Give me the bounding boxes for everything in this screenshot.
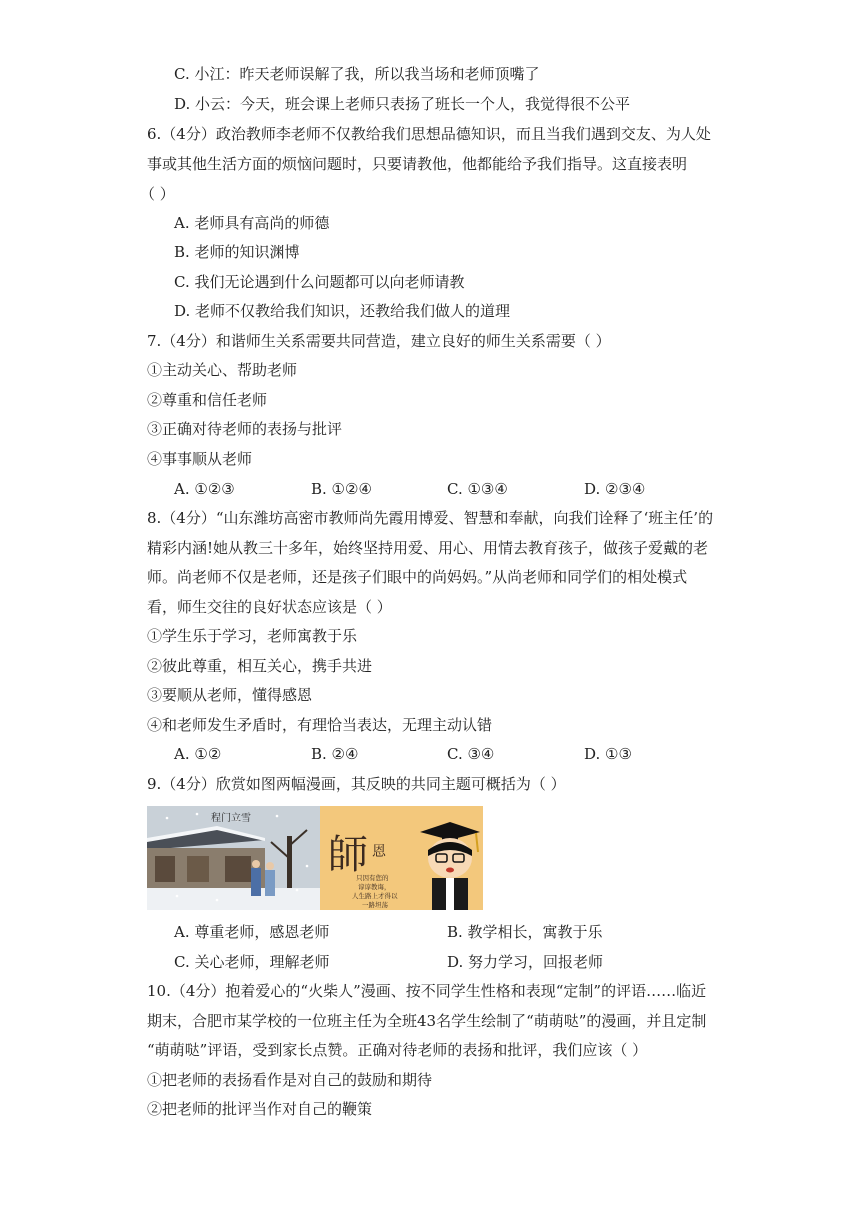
q8-stem-3: 师。尚老师不仅是老师，还是孩子们眼中的尚妈妈。”从尚老师和同学们的相处模式 (147, 568, 688, 586)
comic-right-text-3: 人生路上才得以 (352, 892, 398, 900)
q10-stem-3: “萌萌哒”评语，受到家长点赞。正确对待老师的表扬和批评，我们应该（ ） (147, 1041, 648, 1059)
comic-right-small-char: 恩 (372, 844, 386, 860)
q5-option-c: C. 小江：昨天老师误解了我，所以我当场和老师顶嘴了 (174, 65, 540, 83)
q9-stem: 9.（4分）欣赏如图两幅漫画，其反映的共同主题可概括为（ ） (147, 775, 566, 793)
q10-item-2: ②把老师的批评当作对自己的鞭策 (147, 1100, 373, 1118)
q7-item-3: ③正确对待老师的表扬与批评 (147, 420, 343, 438)
q7-option-d: D. ②③④ (584, 480, 646, 498)
q6-option-c: C. 我们无论遇到什么问题都可以向老师请教 (174, 273, 465, 291)
q7-item-1: ①主动关心、帮助老师 (147, 361, 298, 379)
q6-stem-2: 事或其他生活方面的烦恼问题时，只要请教他，他都能给予我们指导。这直接表明 (147, 155, 688, 173)
q7-option-b: B. ①②④ (311, 480, 372, 498)
q6-option-a: A. 老师具有高尚的师德 (174, 214, 330, 232)
q6-stem-1: 6.（4分）政治教师李老师不仅教给我们思想品德知识，而且当我们遇到交友、为人处 (147, 125, 711, 143)
q8-stem-1: 8.（4分）“山东潍坊高密市教师尚先霞用博爱、智慧和奉献，向我们诠释了‘班主任’的 (147, 509, 714, 527)
q10-stem-1: 10.（4分）抱着爱心的“火柴人”漫画、按不同学生性格和表现“定制”的评语……临近 (147, 982, 707, 1000)
q9-option-d: D. 努力学习，回报老师 (447, 953, 604, 971)
q7-option-c: C. ①③④ (447, 480, 508, 498)
comic-right-text-2: 谆谆教诲， (358, 883, 391, 891)
q8-item-2: ②彼此尊重，相互关心，携手共进 (147, 657, 373, 675)
q6-option-d: D. 老师不仅教给我们知识，还教给我们做人的道理 (174, 302, 511, 320)
q7-option-a: A. ①②③ (174, 480, 235, 498)
q8-item-3: ③要顺从老师，懂得感恩 (147, 686, 313, 704)
q10-item-1: ①把老师的表扬看作是对自己的鼓励和期待 (147, 1071, 433, 1089)
q9-option-b: B. 教学相长，寓教于乐 (447, 923, 603, 941)
q8-stem-4: 看，师生交往的良好状态应该是（ ） (147, 598, 392, 616)
comic-snow-scene (147, 806, 320, 910)
q5-option-d: D. 小云：今天，班会课上老师只表扬了班长一个人，我觉得很不公平 (174, 95, 631, 113)
q8-stem-2: 精彩内涵!她从教三十多年，始终坚持用爱、用心、用情去教育孩子，做孩子爱戴的老 (147, 539, 709, 557)
q6-stem-3: （ ） (140, 185, 175, 203)
q8-item-1: ①学生乐于学习，老师寓教于乐 (147, 627, 358, 645)
snow-scene-illustration (147, 806, 320, 910)
teacher-grace-illustration (320, 806, 483, 910)
q10-stem-2: 期末，合肥市某学校的一位班主任为全班43名学生绘制了“萌萌哒”的漫画，并且定制 (147, 1012, 707, 1030)
q9-option-a: A. 尊重老师，感恩老师 (174, 923, 330, 941)
comic-right-text-4: 一路坦荡 (362, 901, 388, 909)
q7-item-2: ②尊重和信任老师 (147, 391, 268, 409)
comic-left-caption: 程门立雪 (211, 813, 251, 824)
q8-item-4: ④和老师发生矛盾时，有理恰当表达，无理主动认错 (147, 716, 493, 734)
q7-stem: 7.（4分）和谐师生关系需要共同营造，建立良好的师生关系需要（ ） (147, 332, 611, 350)
q6-option-b: B. 老师的知识渊博 (174, 243, 300, 261)
q8-option-b: B. ②④ (311, 745, 359, 763)
q8-option-d: D. ①③ (584, 745, 632, 763)
comic-teacher-grace (320, 806, 483, 910)
q7-item-4: ④事事顺从老师 (147, 450, 253, 468)
q8-option-a: A. ①② (174, 745, 222, 763)
q8-option-c: C. ③④ (447, 745, 495, 763)
q9-option-c: C. 关心老师，理解老师 (174, 953, 330, 971)
comic-right-text-1: 只因有您的 (356, 874, 389, 882)
comic-right-big-char: 師 (328, 832, 368, 878)
